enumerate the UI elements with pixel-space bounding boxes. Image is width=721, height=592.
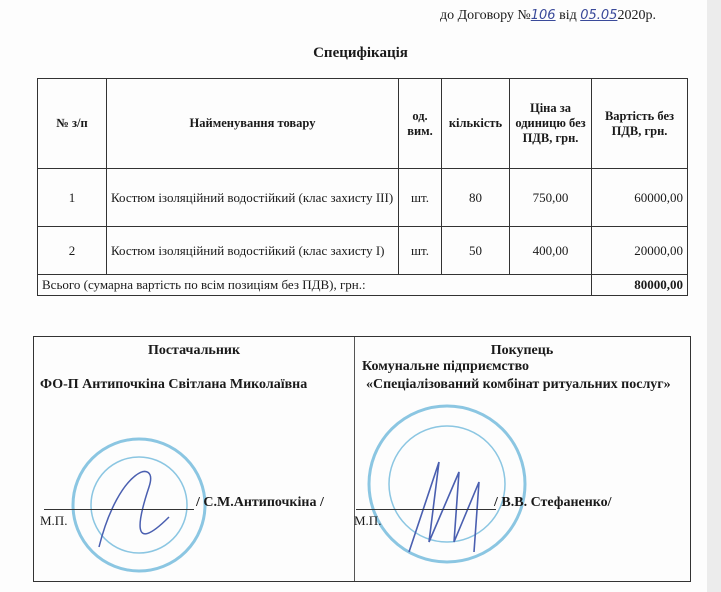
cell-number: 2 [38, 227, 107, 275]
buyer-signatory: / В.В. Стефаненко/ [494, 495, 612, 510]
col-number: № з/п [38, 79, 107, 169]
table-row [38, 227, 688, 275]
cell-total: 60000,00 [592, 169, 688, 227]
buyer-seal-label: М.П. [354, 513, 382, 528]
contract-year: 2020р. [617, 8, 656, 23]
page-title: Специфікація [313, 45, 408, 61]
contract-reference [440, 8, 656, 24]
table-header [38, 79, 688, 169]
cell-price: 750,00 [510, 169, 592, 227]
supplier-seal-label: М.П. [40, 513, 68, 528]
cell-total: 20000,00 [592, 227, 688, 275]
col-total: Вартість без ПДВ, грн. [592, 79, 688, 169]
cell-unit: шт. [399, 169, 442, 227]
buyer-sign-line [356, 509, 496, 510]
table-row [38, 169, 688, 227]
cell-qty: 80 [442, 169, 510, 227]
contract-date: 05.05 [580, 8, 618, 23]
scan-edge [707, 0, 721, 592]
buyer-heading: Покупець [490, 343, 554, 358]
cell-name: Костюм ізоляційний водостійкий (клас захисту І) [107, 227, 399, 275]
ref-from: від [559, 8, 577, 23]
specification-table [37, 78, 688, 296]
cell-unit: шт. [399, 227, 442, 275]
buyer-stamp-icon [359, 402, 534, 572]
cell-number: 1 [38, 169, 107, 227]
supplier-stamp-icon [69, 427, 209, 577]
col-qty: кількість [442, 79, 510, 169]
col-name: Найменування товару [107, 79, 399, 169]
contract-number: 106 [530, 8, 556, 23]
cell-name: Костюм ізоляційний водостійкий (клас захисту ІІІ) [107, 169, 399, 227]
total-label: Всього (сумарна вартість по всім позиціям без ПДВ), грн.: [38, 275, 592, 296]
col-price: Ціна за одиницю без ПДВ, грн. [510, 79, 592, 169]
buyer-org-name: «Спеціалізований комбінат ритуальних послуг» [366, 377, 671, 392]
supplier-signatory: / С.М.Антипочкіна / [196, 495, 324, 510]
col-unit: од. вим. [399, 79, 442, 169]
supplier-sign-line [44, 509, 194, 510]
supplier-heading: Постачальник [147, 343, 241, 358]
buyer-org-type: Комунальне підприємство [362, 359, 530, 374]
signatures-block [33, 336, 691, 582]
supplier-name: ФО-П Антипочкіна Світлана Миколаївна [40, 377, 308, 392]
cell-qty: 50 [442, 227, 510, 275]
divider [354, 337, 355, 581]
total-value: 80000,00 [592, 275, 688, 296]
cell-price: 400,00 [510, 227, 592, 275]
ref-prefix: до Договору № [440, 8, 531, 23]
total-row [38, 275, 688, 296]
